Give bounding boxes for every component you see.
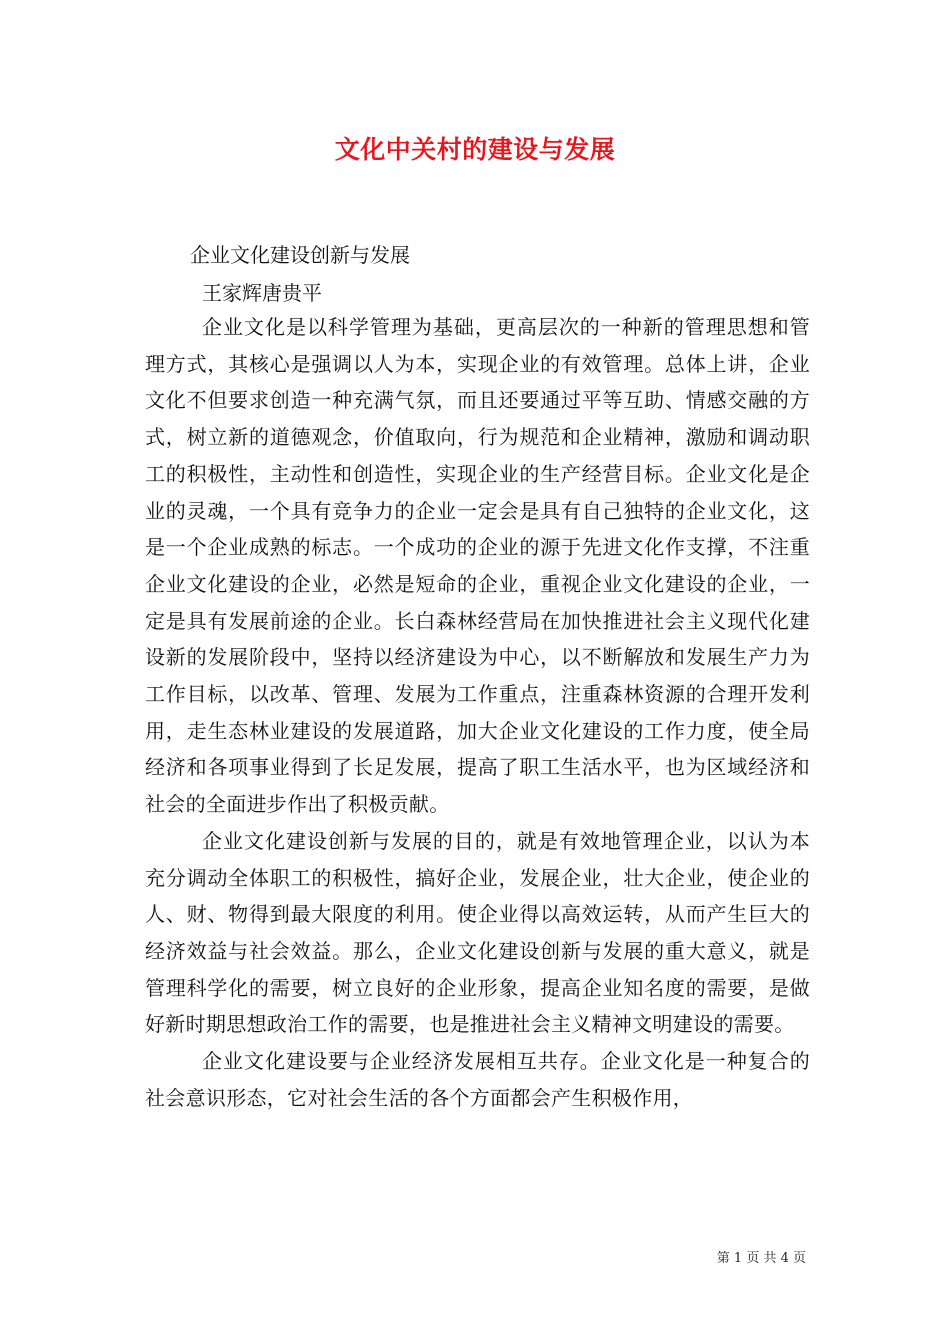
- document-title: 文化中关村的建设与发展: [334, 135, 616, 164]
- article-subtitle: 企业文化建设创新与发展: [190, 243, 410, 267]
- paragraph: 企业文化建设要与企业经济发展相互共存。企业文化是一种复合的社会意识形态，它对社会生活的各个方面都会产生积极作用，: [145, 1049, 810, 1110]
- article-body: [145, 309, 810, 1116]
- article-author: 王家辉唐贵平: [202, 281, 322, 305]
- paragraph: 企业文化是以科学管理为基础，更高层次的一种新的管理思想和管理方式，其核心是强调以人为本，实现企业的有效管理。总体上讲，企业文化不但要求创造一种充满气氛，而且还要通过平等互助、情感交融的方式，树立新的道德观念，价值取向，行为规范和企业精神，激励和调动职工的积极性，主动性和创造性，实现企业的生产经营目标。企业文化是企业的灵魂，一个具有竞争力的企业一定会是具有自己独特的企业文化，这是一个企业成熟的标志。一个成功的企业的源于先进文化作支撑，不注重企业文化建设的企业，必然是短命的企业，重视企业文化建设的企业，一定是具有发展前途的企业。长白森林经营局在加快推进社会主义现代化建设新的发展阶段中，坚持以经济建设为中心，以不断解放和发展生产力为工作目标，以改革、管理、发展为工作重点，注重森林资源的合理开发利用，走生态林业建设的发展道路，加大企业文化建设的工作力度，使全局经济和各项事业得到了长足发展，提高了职工生活水平，也为区域经济和社会的全面进步作出了积极贡献。: [145, 315, 810, 817]
- page-number-footer: 第 1 页 共 4 页: [716, 1251, 806, 1266]
- paragraph: 企业文化建设创新与发展的目的，就是有效地管理企业，以认为本充分调动全体职工的积极性，搞好企业，发展企业，壮大企业，使企业的人、财、物得到最大限度的利用。使企业得以高效运转，从而产生巨大的经济效益与社会效益。那么，企业文化建设创新与发展的重大意义，就是管理科学化的需要，树立良好的企业形象，提高企业知名度的需要，是做好新时期思想政治工作的需要，也是推进社会主义精神文明建设的需要。: [145, 828, 810, 1037]
